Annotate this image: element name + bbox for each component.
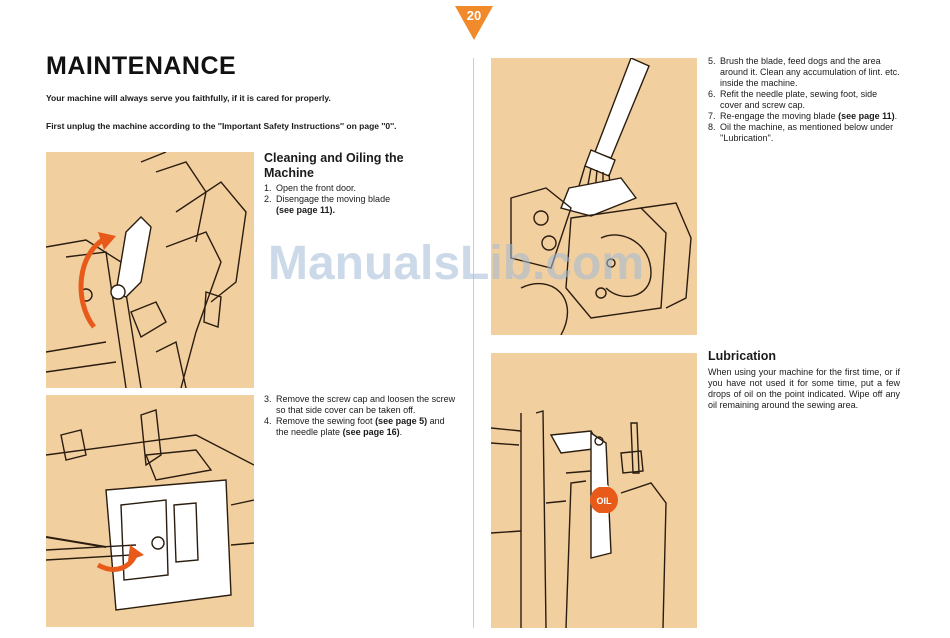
step-item: 5. Brush the blade, feed dogs and the area around it. Clean any accumulation of lint. etc. inside the machine. xyxy=(708,56,900,88)
intro-text: Your machine will always serve you faithfully, if it is cared for properly. xyxy=(46,93,331,103)
page-reference: (see page 11). xyxy=(276,205,336,215)
unplug-instruction: First unplug the machine according to the ''Important Safety Instructions'' on page ''0''. xyxy=(46,121,397,131)
lubrication-section-title: Lubrication xyxy=(708,349,777,363)
oil-point-illustration xyxy=(491,353,697,628)
cleaning-steps-part1 xyxy=(264,183,460,216)
brush-cleaning-illustration xyxy=(491,58,697,335)
cleaning-section-title: Cleaning and Oiling the Machine xyxy=(264,151,404,180)
step-item: 6. Refit the needle plate, sewing foot, side cover and screw cap. xyxy=(708,89,878,110)
front-door-illustration xyxy=(46,152,254,388)
page-title: MAINTENANCE xyxy=(46,52,237,80)
page-reference: (see page 16) xyxy=(342,427,400,437)
cleaning-steps-part2 xyxy=(264,394,456,438)
cleaning-steps-part3 xyxy=(708,56,900,144)
page-number-badge xyxy=(455,6,493,40)
page-reference: (see page 11) xyxy=(838,111,895,121)
step-item: 8. Oil the machine, as mentioned below under ''Lubrication''. xyxy=(708,122,894,143)
step-item: 3. Remove the screw cap and loosen the screw so that side cover can be taken off. xyxy=(264,394,456,415)
lubrication-text: When using your machine for the first time, or if you have not used it for some time, put a few drops of oil on the point indicated. Wipe off any oil remaining around the sewing area. xyxy=(708,367,900,410)
page-divider xyxy=(473,58,474,628)
page-number: 20 xyxy=(466,8,482,23)
side-cover-illustration xyxy=(46,395,254,627)
step-item: 7. Re-engage the moving blade (see page 11). xyxy=(708,111,898,121)
page-reference: (see page 5) xyxy=(375,416,428,426)
step-item: 4. Remove the sewing foot (see page 5) and the needle plate (see page 16). xyxy=(264,416,445,437)
oil-label: OIL xyxy=(596,496,612,506)
step-item: 1. Open the front door. xyxy=(264,183,357,193)
step-item: 2. Disengage the moving blade (see page 11). xyxy=(264,194,391,215)
watermark: ManualsLib.com xyxy=(268,237,645,290)
